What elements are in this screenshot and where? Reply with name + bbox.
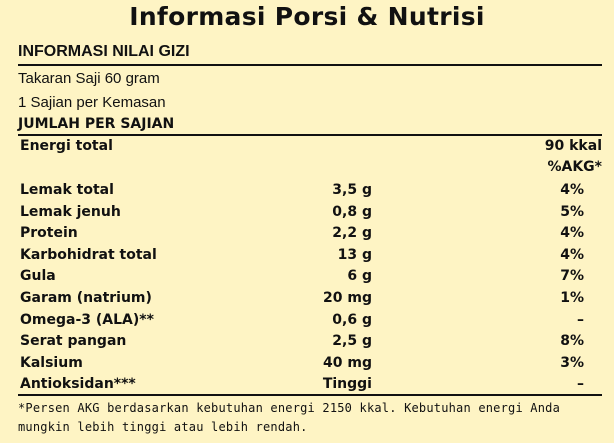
nutrient-row-serat-pangan xyxy=(18,331,602,353)
nutrient-name: Lemak jenuh xyxy=(20,203,121,220)
energy-label: Energi total xyxy=(20,138,113,154)
nutrient-row-omega-3 xyxy=(18,310,602,332)
akg-footnote: *Persen AKG berdasarkan kebutuhan energi 2150 kkal. Kebutuhan energi Anda mungkin lebih tinggi atau lebih rendah. xyxy=(18,401,560,434)
nutrient-akg: 4% xyxy=(560,182,584,198)
nutrient-akg: 1% xyxy=(560,289,584,306)
nutrient-akg: 8% xyxy=(560,333,584,350)
footer-divider xyxy=(18,394,602,396)
panel-title: INFORMASI NILAI GIZI xyxy=(18,40,602,66)
nutrient-amount: 20 mg xyxy=(323,289,372,306)
nutrient-akg: – xyxy=(577,311,584,328)
akg-header: %AKG* xyxy=(547,159,602,175)
nutrient-row-lemak-total xyxy=(18,180,602,202)
nutrient-row-lemak-jenuh xyxy=(18,202,602,224)
nutrient-name: Gula xyxy=(20,268,56,285)
nutrition-facts-panel xyxy=(18,40,602,396)
energy-value: 90 kkal xyxy=(544,138,602,154)
nutrient-row-antioksidan xyxy=(18,374,602,396)
nutrient-row-protein xyxy=(18,223,602,245)
nutrient-akg: 7% xyxy=(560,268,584,285)
nutrient-amount: 3,5 g xyxy=(332,182,372,198)
page-title: Informasi Porsi & Nutrisi xyxy=(129,2,485,31)
nutrient-name: Kalsium xyxy=(20,354,83,371)
serving-size: Takaran Saji 60 gram xyxy=(18,70,160,87)
nutrient-name: Serat pangan xyxy=(20,333,127,350)
nutrient-name: Omega-3 (ALA)** xyxy=(20,311,154,328)
akg-header-row xyxy=(18,157,602,178)
nutrient-name: Karbohidrat total xyxy=(20,246,157,263)
nutrient-amount: Tinggi xyxy=(322,376,372,393)
nutrient-akg: – xyxy=(577,376,584,393)
nutrient-row-karbohidrat-total xyxy=(18,245,602,267)
nutrient-akg: 4% xyxy=(560,246,584,263)
nutrient-akg: 3% xyxy=(560,354,584,371)
nutrient-row-kalsium xyxy=(18,353,602,375)
nutrient-name: Antioksidan*** xyxy=(20,376,136,393)
nutrient-name: Lemak total xyxy=(20,182,114,198)
energy-row xyxy=(18,136,602,157)
nutrient-row-garam xyxy=(18,288,602,310)
nutrient-akg: 5% xyxy=(560,203,584,220)
per-serving-heading: JUMLAH PER SAJIAN xyxy=(18,114,602,136)
nutrient-amount: 2,2 g xyxy=(332,225,372,242)
servings-per-pack: 1 Sajian per Kemasan xyxy=(18,94,166,111)
nutrient-akg: 4% xyxy=(560,225,584,242)
nutrient-amount: 40 mg xyxy=(323,354,372,371)
nutrient-name: Garam (natrium) xyxy=(20,289,152,306)
nutrient-amount: 13 g xyxy=(337,246,372,263)
nutrient-amount: 2,5 g xyxy=(332,333,372,350)
nutrient-name: Protein xyxy=(20,225,78,242)
nutrient-row-gula xyxy=(18,266,602,288)
nutrient-rows xyxy=(18,180,602,396)
nutrient-amount: 6 g xyxy=(347,268,372,285)
nutrient-amount: 0,8 g xyxy=(332,203,372,220)
nutrient-amount: 0,6 g xyxy=(332,311,372,328)
